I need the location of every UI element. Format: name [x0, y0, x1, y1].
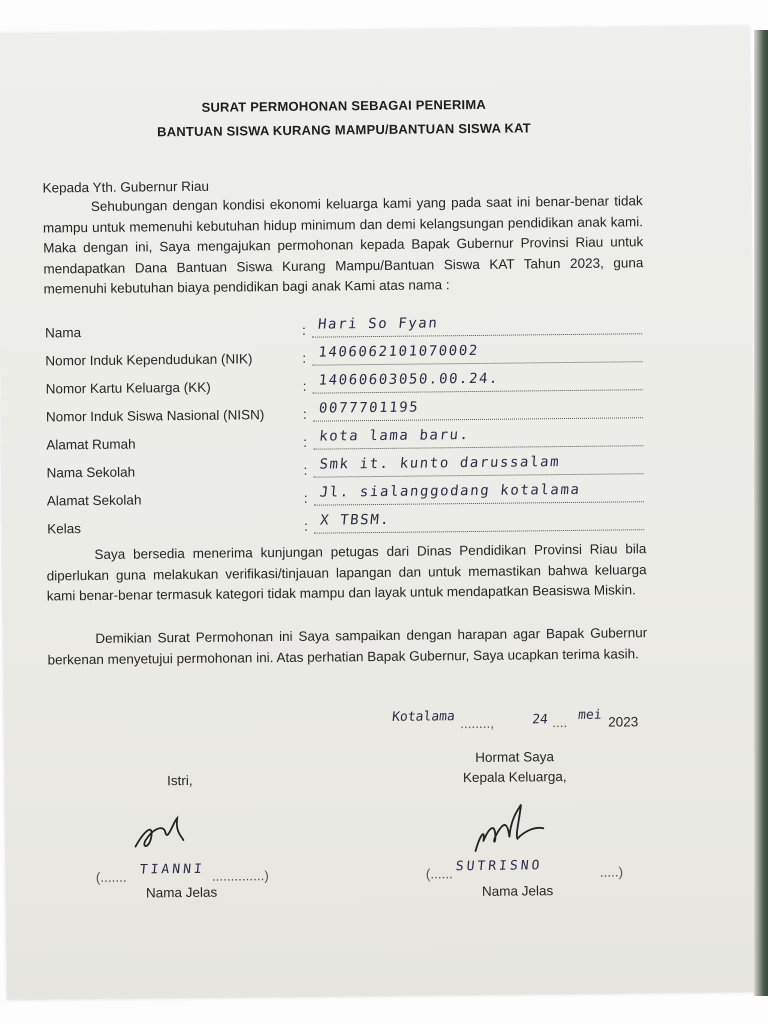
wife-signature-mark [123, 802, 204, 863]
head-signature-mark [465, 796, 556, 861]
field-value-nama-sekolah: Smk it. kunto darussalam [318, 454, 561, 473]
field-value-alamat-rumah: kota lama baru. [318, 427, 471, 445]
field-label-kelas: Kelas [47, 521, 82, 537]
field-value-alamat-sekolah: Jl. sialanggodang kotalama [319, 481, 582, 501]
field-colon: : [302, 350, 307, 366]
letter-paper [0, 26, 759, 1000]
greeting-label: Hormat Saya [475, 749, 555, 765]
field-label-nik: Nomor Induk Kependudukan (NIK) [45, 351, 253, 369]
closing-paragraph-text: Demikian Surat Permohonan ini Saya sampaikan dengan harapan agar Bapak Gubernur berkenan menyetujui permohonan ini. Atas perhatian Bapak Gubernur, Saya ucapkan terima kasih. [47, 625, 648, 667]
dotted-line [312, 333, 642, 337]
closing-paragraph [47, 623, 647, 670]
date-dots: .... [552, 715, 568, 731]
field-colon: : [304, 518, 308, 534]
field-label-nama: Nama [45, 325, 82, 341]
field-label-kk: Nomor Kartu Keluarga (KK) [45, 379, 211, 397]
head-name-handwritten: SUTRISNO [454, 858, 544, 875]
dotted-line [313, 417, 643, 421]
field-label-nama-sekolah: Nama Sekolah [46, 464, 136, 481]
dotted-line [313, 389, 643, 393]
field-colon: : [303, 434, 308, 450]
wife-label: Istri, [166, 772, 193, 789]
name-bracket-open: (....... [95, 869, 127, 885]
name-bracket-close: ..............) [211, 868, 269, 884]
field-colon: : [302, 322, 306, 338]
field-colon: : [303, 490, 308, 506]
field-label-nisn: Nomor Induk Siswa Nasional (NISN) [45, 407, 265, 425]
field-value-nisn: 0077701195 [318, 399, 420, 417]
field-value-nik: 1406062101070002 [317, 342, 480, 361]
intro-paragraph-text: Sehubungan dengan kondisi ekonomi keluarga kami yang pada saat ini benar-benar tidak mampu untuk memenuhi kebutuhan hidup minimum dan demi kelangsungan pendidikan anak kami. Maka dengan ini, Saya mengajukan permohonan kepada Bapak Gubernur Provinsi Riau untuk mendapatkan Dana Bantuan Siswa Kurang Mampu/Bantuan Siswa KAT Tahun 2023, guna memenuhi kebutuhan biaya pendidikan bagi anak Kami atas nama : [42, 193, 644, 297]
dotted-line [313, 445, 643, 449]
letter-title-line-2: BANTUAN SISWA KURANG MAMPU/BANTUAN SISWA KAT [157, 120, 531, 140]
date-month-handwritten: mei [577, 707, 603, 723]
intro-paragraph [43, 191, 644, 300]
field-value-kelas: X TBSM. [319, 511, 392, 529]
dotted-line [312, 361, 642, 365]
field-colon: : [302, 406, 307, 422]
field-label-alamat-rumah: Alamat Rumah [46, 436, 136, 453]
field-label-alamat-sekolah: Alamat Sekolah [46, 492, 142, 509]
visit-paragraph-text: Saya bersedia menerima kunjungan petugas dari Dinas Pendidikan Provinsi Riau bila diperlukan guna melakukan verifikasi/tinjauan lapangan dan untuk memastikan bahwa keluarga kami benar-benar termasuk kategori tidak mampu dan layak untuk mendapatkan Beasiswa Miskin. [46, 541, 647, 604]
head-of-family-label: Kepala Keluarga, [462, 769, 567, 786]
name-bracket-open: (...... [425, 866, 453, 882]
date-day-handwritten: 24 [531, 712, 549, 728]
date-year: 2023 [608, 714, 639, 730]
dotted-line [314, 473, 644, 477]
dotted-line [314, 529, 644, 533]
wife-name-handwritten: TIANNI [139, 861, 206, 878]
visit-paragraph [46, 539, 647, 607]
field-colon: : [303, 462, 308, 478]
field-colon: : [302, 378, 307, 394]
dotted-line [314, 501, 644, 505]
field-value-nama: Hari So Fyan [317, 315, 440, 333]
head-name-caption: Nama Jelas [481, 883, 554, 899]
field-value-kk: 14060603050.00.24. [317, 370, 500, 389]
letter-title-line-1: SURAT PERMOHONAN SEBAGAI PENERIMA [201, 96, 487, 115]
background-edge [754, 30, 768, 996]
wife-name-caption: Nama Jelas [145, 884, 218, 901]
date-dots: ........, [460, 715, 495, 732]
recipient-line: Kepada Yth. Gubernur Riau [42, 178, 210, 196]
place-handwritten: Kotalama [391, 709, 456, 725]
name-bracket-close: .....) [599, 864, 624, 880]
